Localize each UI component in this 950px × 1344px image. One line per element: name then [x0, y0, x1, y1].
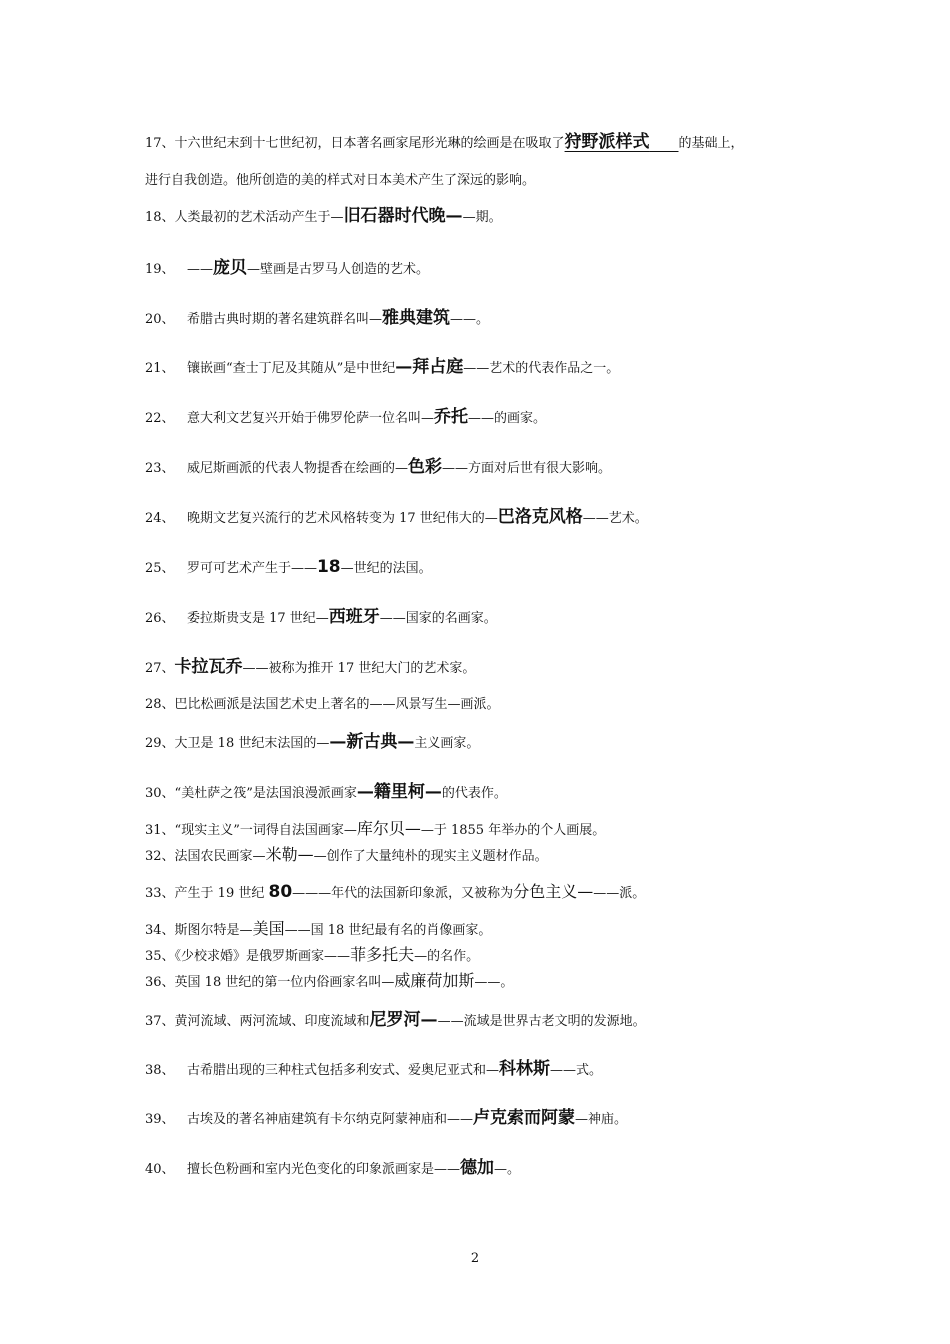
question-text: 的基础上，: [678, 136, 744, 151]
question-33: [145, 882, 645, 904]
question-text: 主义画家。: [414, 736, 480, 751]
question-text: ———年代的法国新印象派，又被称为: [292, 886, 514, 901]
question-text: 希腊古典时期的著名建筑群名叫—: [186, 312, 382, 327]
question-text: ——被称为推开 17 世纪大门的艺术家。: [242, 661, 476, 676]
question-text: 擅长色粉画和室内光色变化的印象派画家是——: [186, 1162, 460, 1177]
question-text: 斯图尔特是—: [174, 923, 253, 938]
question-number: 33、: [145, 886, 175, 901]
question-text: 进行自我创造。他所创造的美的样式对日本美术产生了深远的影响。: [145, 173, 536, 188]
question-text: ——。: [474, 975, 514, 990]
question-text: 产生于 19 世纪: [174, 886, 269, 901]
answer: 尼罗河—: [369, 1010, 438, 1030]
question-text: 的代表作。: [441, 786, 507, 801]
question-21: [145, 357, 619, 379]
question-text: ——艺术的代表作品之一。: [463, 361, 620, 376]
answer-blank: [650, 136, 679, 151]
question-text: —于 1855 年举办的个人画展。: [420, 823, 606, 838]
question-text: ——: [186, 262, 213, 277]
question-number: 35、: [145, 949, 175, 964]
question-19: [145, 258, 429, 280]
answer: 色彩: [407, 457, 442, 477]
question-27: [145, 657, 475, 679]
question-number: 23、: [145, 461, 175, 476]
question-number: 37、: [145, 1014, 175, 1029]
question-text: 人类最初的艺术活动产生于—: [174, 210, 344, 225]
question-number: 36、: [145, 975, 175, 990]
question-32: [145, 845, 548, 867]
question-35: [145, 945, 479, 967]
question-40: [145, 1158, 520, 1180]
question-number: 29、: [145, 736, 175, 751]
question-23: [145, 457, 611, 479]
answer: 德加: [459, 1158, 494, 1178]
question-number: 24、: [145, 511, 175, 526]
question-text: 威尼斯画派的代表人物提香在绘画的—: [186, 461, 408, 476]
question-text: 巴比松画派是法国艺术史上著名的——风景写生—画派。: [174, 697, 500, 712]
page-number: 2: [470, 1251, 480, 1266]
question-number: 27、: [145, 661, 175, 676]
question-17-continued: [145, 171, 535, 191]
question-number: 30、: [145, 786, 175, 801]
question-26: [145, 607, 497, 629]
question-text: ——。: [449, 312, 489, 327]
question-text: —。: [493, 1162, 520, 1177]
question-number: 19、: [145, 262, 175, 277]
answer: 乔托: [433, 407, 468, 427]
question-text: “现实主义”一词得自法国画家—: [174, 823, 357, 838]
question-31: [145, 819, 605, 841]
question-20: [145, 308, 489, 330]
answer: —拜占庭: [395, 357, 464, 377]
question-number: 34、: [145, 923, 175, 938]
question-text: 古埃及的著名神庙建筑有卡尔纳克阿蒙神庙和——: [186, 1112, 473, 1127]
question-24: [145, 507, 648, 529]
question-number: 38、: [145, 1063, 175, 1078]
question-text: 《少校求婚》是俄罗斯画家——: [174, 949, 351, 964]
answer: 菲多托夫: [350, 945, 415, 964]
answer: 西班牙: [328, 607, 380, 627]
question-text: 意大利文艺复兴开始于佛罗伦萨一位名叫—: [186, 411, 434, 426]
question-number: 32、: [145, 849, 175, 864]
question-text: ——国 18 世纪最有名的肖像画家。: [284, 923, 492, 938]
question-number: 26、: [145, 611, 175, 626]
question-number: 40、: [145, 1162, 175, 1177]
question-text: —创作了大量纯朴的现实主义题材作品。: [313, 849, 548, 864]
question-28: [145, 695, 500, 715]
question-text: 英国 18 世纪的第一位内俗画家名叫—: [174, 975, 395, 990]
question-text: 罗可可艺术产生于——: [186, 561, 317, 576]
question-text: 黄河流域、两河流域、印度流域和: [174, 1014, 370, 1029]
question-text: 古希腊出现的三种柱式包括多利安式、爱奥尼亚式和—: [186, 1063, 499, 1078]
question-number: 25、: [145, 561, 175, 576]
question-text: 大卫是 18 世纪末法国的—: [174, 736, 330, 751]
question-text: —神庙。: [574, 1112, 627, 1127]
question-39: [145, 1108, 627, 1130]
question-number: 39、: [145, 1112, 175, 1127]
question-34: [145, 919, 491, 941]
question-text: 晚期文艺复兴流行的艺术风格转变为 17 世纪伟大的—: [186, 511, 498, 526]
question-text: 委拉斯贵支是 17 世纪—: [186, 611, 329, 626]
question-text: 十六世纪末到十七世纪初，日本著名画家尾形光琳的绘画是在吸取了: [174, 136, 565, 151]
question-17: [145, 132, 744, 154]
answer: 科林斯: [498, 1059, 550, 1079]
answer: —籍里柯—: [356, 782, 442, 802]
question-22: [145, 407, 546, 429]
question-29: [145, 732, 479, 754]
question-number: 22、: [145, 411, 175, 426]
question-text: —壁画是古罗马人创造的艺术。: [246, 262, 429, 277]
answer: 80: [268, 882, 293, 902]
answer: 18: [316, 557, 341, 577]
question-text: 镶嵌画“查士丁尼及其随从”是中世纪: [186, 361, 396, 376]
answer: 库尔贝—: [356, 819, 421, 838]
question-36: [145, 971, 513, 993]
answer: 威廉荷加斯: [394, 971, 475, 990]
question-25: [145, 557, 432, 579]
answer: 狩野派样式: [564, 132, 650, 152]
answer: 美国: [252, 919, 285, 938]
question-number: 31、: [145, 823, 175, 838]
question-30: [145, 782, 507, 804]
question-number: 17、: [145, 136, 175, 151]
answer: 米勒—: [265, 845, 314, 864]
answer: 雅典建筑: [381, 308, 450, 328]
question-text: ——的画家。: [467, 411, 546, 426]
question-text: 法国农民画家—: [174, 849, 266, 864]
question-text: —的名作。: [414, 949, 480, 964]
question-text: ——流域是世界古老文明的发源地。: [437, 1014, 646, 1029]
answer: 旧石器时代晚—: [343, 206, 463, 226]
question-text: ——式。: [549, 1063, 602, 1078]
question-text: ——国家的名画家。: [379, 611, 497, 626]
answer: —新古典—: [329, 732, 415, 752]
question-text: ——艺术。: [582, 511, 648, 526]
question-text: —世纪的法国。: [340, 561, 432, 576]
question-37: [145, 1010, 646, 1032]
question-number: 28、: [145, 697, 175, 712]
answer: 卢克索而阿蒙: [472, 1108, 575, 1128]
question-number: 21、: [145, 361, 175, 376]
question-text: ——方面对后世有很大影响。: [441, 461, 611, 476]
question-18: [145, 206, 502, 228]
answer: 巴洛克风格: [497, 507, 583, 527]
answer: 庞贝: [212, 258, 247, 278]
question-text: —期。: [462, 210, 502, 225]
question-number: 20、: [145, 312, 175, 327]
question-text: “美杜萨之筏”是法国浪漫派画家: [174, 786, 357, 801]
question-38: [145, 1059, 602, 1081]
answer: 分色主义—: [513, 882, 594, 901]
question-text: ——派。: [593, 886, 646, 901]
question-number: 18、: [145, 210, 175, 225]
answer: 卡拉瓦乔: [174, 657, 243, 677]
